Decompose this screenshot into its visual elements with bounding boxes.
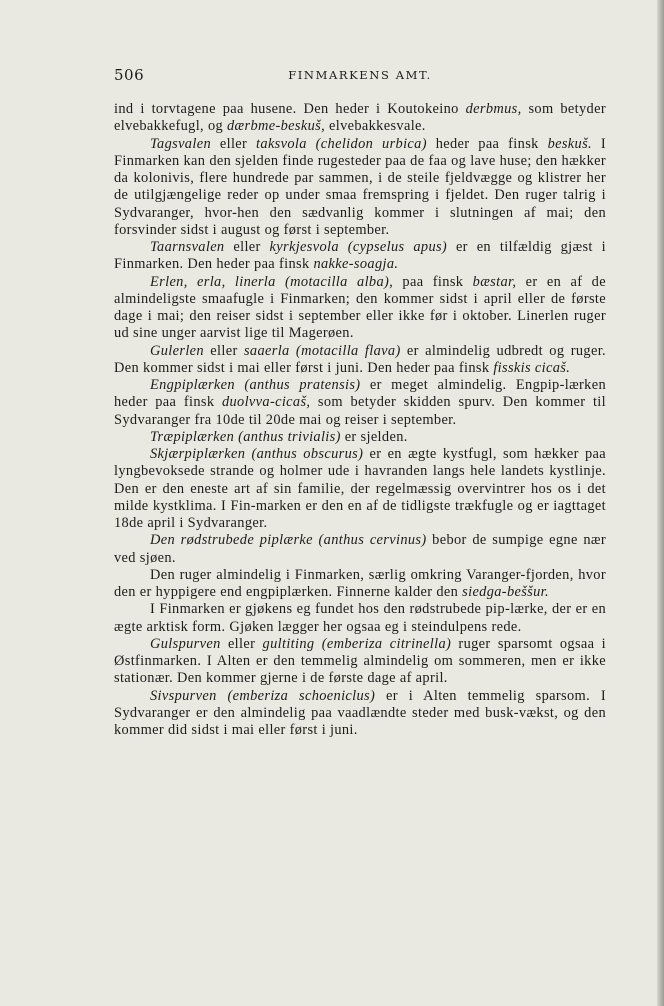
text-run: I Finmarken kan den sjelden finde rugesteder paa de faa og lave huse; den hækker da kolonivis, flere hundrede par sammen, i de steile fjeldvægge og klistrer her de utilgjængelige reder op under smaa fremspring i fjeldet. Den ruger talrig i Sydvaranger, hvor-hen den sædvanlig kommer i slutningen af mai; den forsvinder sidst i august og først i september. (114, 135, 606, 238)
text-run: er i Alten temmelig sparsom. I Sydvaranger er den almindelig paa vaadlændte steder med busk-vækst, og den kommer did sidst i mai eller først i juni. (114, 687, 606, 738)
text-run: som betyder elvebakkefugl, og (114, 101, 606, 135)
body-text (114, 101, 606, 739)
italic-run: Den rødstrubede piplærke (anthus cervinus) (150, 532, 427, 549)
italic-run: Sivspurven (emberiza schoeniclus) (150, 687, 376, 704)
italic-run: derbmus, (465, 101, 522, 117)
paragraph (114, 274, 606, 343)
running-title: FINMARKENS AMT. (288, 68, 432, 82)
text-run: heder paa finsk (426, 135, 548, 152)
italic-run: kyrkjesvola (cypselus apus) (269, 239, 448, 255)
paragraph (114, 101, 606, 136)
italic-run: Skjærpiplærken (anthus obscurus) (150, 446, 364, 462)
text-run: bebor de sumpige egne nær ved sjøen. (114, 532, 606, 566)
italic-run: beskuš. (547, 135, 592, 152)
paragraph (114, 136, 606, 240)
paragraph (114, 601, 606, 636)
text-run: eller (203, 342, 244, 359)
italic-run: duolvva-cicaš, (221, 394, 311, 411)
text-run: elvebakkesvale. (325, 118, 426, 135)
text-run: ruger sparsomt ogsaa i Østfinmarken. I Alten er den temmelig almindelig om sommeren, men er ikke stationær. Den kommer gjerne i de første dage af april. (114, 635, 607, 687)
paragraph (114, 343, 606, 378)
paragraph (114, 377, 606, 429)
text-run: eller (220, 635, 263, 652)
italic-run: taksvola (chelidon urbica) (256, 135, 427, 152)
text-run: er almindelig udbredt og ruger. Den kommer sidst i mai eller først i juni. Den heder paa finsk (114, 342, 606, 376)
italic-run: Engpiplærken (anthus pratensis) (150, 377, 361, 393)
text-run: ind i torvtagene paa husene. Den heder i Koutokeino (114, 101, 466, 117)
italic-run: Gulspurven (150, 635, 221, 652)
text-run: er sjelden. (340, 428, 408, 445)
text-run: eller (211, 135, 257, 152)
paragraph (114, 239, 606, 274)
italic-run: gultiting (emberiza citrinella) (262, 635, 452, 652)
paragraph (114, 532, 606, 567)
paragraph (114, 446, 606, 532)
text-run: er en ægte kystfugl, som hækker paa lyngbevoksede strande og holmer ude i havranden langs hele landets kystlinje. Den er den eneste art af sin familie, der regelmæssig overvintrer hos os i det milde kystklima. I Fin-marken er den en af de tidligste trækfugle og er iagttaget 18de april i Sydvaranger. (114, 446, 606, 531)
text-run: eller (224, 239, 270, 255)
page-edge (657, 0, 664, 1006)
italic-run: saaerla (motacilla flava) (243, 342, 401, 359)
text-run: paa finsk (393, 273, 473, 290)
italic-run: siedga-beššur. (462, 584, 549, 600)
text-run: er en af de almindeligste smaafugle i Finmarken; den kommer sidst i april eller de første dage i mai; den reiser sidst i september eller ikke før i oktober. Linerlen ruger ud sine unger aarvist lige til Magerøen. (114, 273, 606, 342)
italic-run: Træpiplærken (anthus trivialis) (150, 428, 341, 445)
italic-run: bæstar, (472, 273, 517, 290)
italic-run: Tagsvalen (150, 135, 211, 152)
text-run: I Finmarken er gjøkens eg fundet hos den rødstrubede pip-lærke, der er en ægte arktisk form. Gjøken lægger her ogsaa eg i steindulpens rede. (114, 601, 606, 635)
text-run: som betyder skidden spurv. Den kommer til Sydvaranger fra 10de til 20de mai og reiser i september. (114, 394, 606, 428)
italic-run: Erlen, erla, linerla (motacilla alba), (150, 273, 394, 290)
paragraph (114, 636, 606, 688)
page-header (114, 66, 606, 86)
text-run: er meget almindelig. Engpip-lærken heder paa finsk (114, 377, 606, 411)
italic-run: Gulerlen (150, 342, 204, 359)
italic-run: nakke-soagja. (313, 256, 399, 273)
italic-run: fisskis cicaš. (493, 359, 571, 376)
paragraph (114, 429, 606, 446)
text-run: Den ruger almindelig i Finmarken, særlig omkring Varanger-fjorden, hvor den er hyppigere end engpiplærken. Finnerne kalder den (114, 566, 606, 600)
italic-run: dærbme-beskuš, (227, 118, 326, 135)
italic-run: Taarnsvalen (150, 239, 225, 255)
text-run: er en tilfældig gjæst i Finmarken. Den heder paa finsk (114, 239, 606, 273)
paragraph (114, 688, 606, 740)
paragraph (114, 567, 606, 602)
page-number: 506 (114, 66, 145, 84)
